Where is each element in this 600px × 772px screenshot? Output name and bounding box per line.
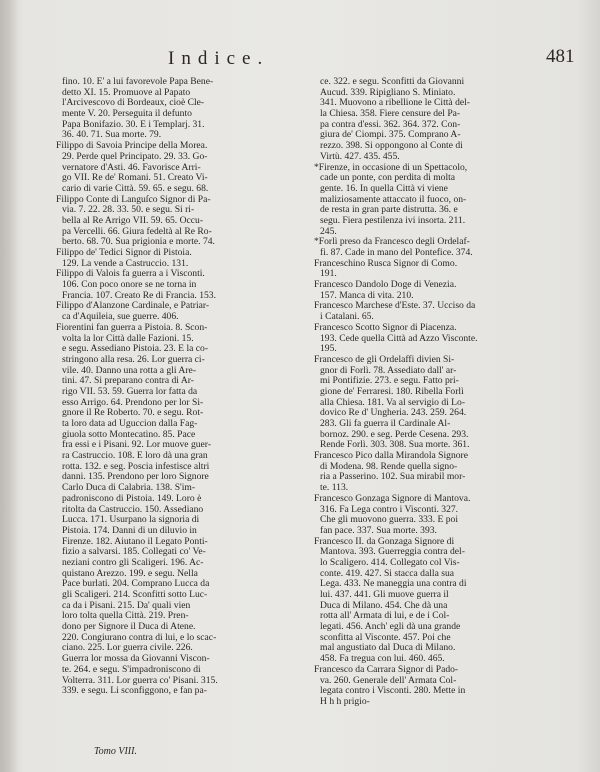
index-entry-line: 106. Con poco onore se ne torna in — [62, 280, 197, 291]
index-entry-line: l'Arcivescovo di Bordeaux, cioè Cle- — [62, 98, 205, 109]
index-entry-line: rotta all' Armata di lui, e de i Col- — [320, 611, 450, 622]
index-entry-line: Volterra. 311. Lor guerra co' Pisani. 315. — [62, 675, 218, 686]
signature-mark: Tomo VIII. — [94, 746, 137, 757]
index-entry-line: Pistoia. 174. Danni di un diluvio in — [62, 525, 197, 536]
index-entry-line: maliziosamente attaccato il fuoco, on- — [320, 194, 467, 205]
index-entry-line: Che gli muovono guerra. 333. E poi — [320, 515, 459, 526]
index-entry-line: Rende Forlì. 303. 308. Sua morte. 361. — [320, 440, 470, 451]
index-entry-line: cario di varie Città. 59. 65. e segu. 68. — [62, 183, 209, 194]
index-entry-line: rigo VII. 53. 59. Guerra lor fatta da — [62, 386, 198, 397]
index-entry-line: volta la lor Città dalle Fazioni. 15. — [62, 333, 194, 344]
index-entry-line: 341. Muovono a ribellione le Città del- — [320, 98, 471, 109]
index-entry-line: te. 264. e segu. S'impadroniscono di — [62, 664, 201, 675]
index-entry-line: 195. — [320, 344, 337, 355]
index-entry-line: 193. Cede quella Città ad Azzo Visconte. — [320, 333, 478, 344]
index-entry-line: 220. Congiurano contra di lui, e lo scac- — [62, 632, 217, 643]
index-entry-line: alla Chiesa. 181. Va al servigio di Lo- — [320, 397, 466, 408]
index-entry-heading-line: Francesco Marchese d'Este. 37. Ucciso da — [314, 301, 476, 312]
index-entry-line: 316. Fa Lega contro i Visconti. 327. — [320, 504, 459, 515]
index-entry-heading-line: Filippo de' Tedici Signor di Pistoia. — [56, 248, 192, 258]
index-entry-line: lo Scaligero. 414. Collegato col Vis- — [320, 557, 460, 568]
index-entry-line: 339. e segu. Li sconfiggono, e fan pa- — [62, 686, 207, 697]
index-entry-line: vile. 40. Danno una rotta a gli Are- — [62, 365, 197, 376]
index-entry-line: ra Castruccio. 108. E loro dà una gran — [62, 451, 208, 462]
index-entry-line: Francia. 107. Creato Re di Francia. 153. — [62, 290, 216, 301]
index-entry-heading-line: Francesco de gli Ordelaffi divien Si- — [314, 354, 455, 365]
index-entry-line: fino. 10. E' a lui favorevole Papa Bene- — [62, 77, 214, 87]
index-entry-heading-line: Francesco Gonzaga Signore di Mantova. — [314, 493, 471, 504]
index-entry-line: neziani contro gli Scaligeri. 196. Ac- — [62, 557, 204, 568]
page-gutter-shadow — [0, 0, 18, 772]
index-entry-heading-line: Francesco II. da Gonzaga Signore di — [314, 536, 455, 547]
index-entry-line: tini. 47. Si preparano contra di Ar- — [62, 376, 194, 387]
index-entry-line: gente. 16. In quella Città vi viene — [320, 183, 448, 194]
index-entry-line: esso Arrigo. 64. Prendono per lor Si- — [62, 397, 204, 408]
index-entry-heading-line: Filippo di Valois fa guerra a i Visconti. — [56, 269, 205, 280]
index-entry-line: danni. 135. Prendono per loro Signore — [62, 472, 209, 483]
index-entry-heading-line: Fiorentini fan guerra a Pistoia. 8. Scon- — [56, 322, 208, 333]
index-entry-line: 129. La vende a Castruccio. 131. — [62, 258, 189, 269]
index-entry-line: fi. 87. Cade in mano del Pontefice. 374. — [320, 248, 473, 258]
index-entry-line: legati. 456. Anch' egli dà una grande — [320, 622, 461, 633]
index-entry-line: Pace burlati. 204. Comprano Lucca da — [62, 579, 210, 590]
index-entry-line: ca d'Aquileia, sue guerre. 406. — [62, 312, 179, 323]
index-entry-line: sconfitta al Visconte. 457. Poi che — [320, 632, 451, 643]
index-entry-line: lui. 437. 441. Gli muove guerra il — [320, 590, 449, 600]
index-entry-heading-line: Franceschino Rusca Signor di Como. — [314, 258, 458, 269]
index-entry-line: giuola sotto Montecatino. 85. Pace — [62, 429, 196, 440]
index-entry-line: ria a Passerino. 102. Sua mirabil mor- — [320, 472, 466, 483]
index-entry-line: de resta in gran parte distrutta. 36. e — [320, 205, 458, 216]
index-entry-line: legata contro i Visconti. 280. Mette in — [320, 686, 466, 697]
index-entry-line: padroniscono di Pistoia. 149. Loro è — [62, 493, 202, 504]
index-entry-line: Guerra lor mossa da Giovanni Viscon- — [62, 654, 210, 665]
index-entry-line: cade un ponte, con perdita di molta — [320, 173, 456, 184]
index-entry-line: va. 260. Generale dell' Armata Col- — [320, 675, 457, 686]
index-entry-heading-line: Francesco Dandolo Doge di Venezia. — [314, 280, 457, 291]
index-entry-line: 283. Gli fa guerra il Cardinale Al- — [320, 419, 451, 429]
index-entry-line: 157. Manca di vita. 210. — [320, 290, 414, 301]
page-title: Indice. — [168, 48, 270, 69]
index-entry-line: dovico Re d' Ungheria. 243. 259. 264. — [320, 408, 467, 419]
index-entry-heading-line: Francesco Scotto Signor di Piacenza. — [314, 322, 457, 333]
index-entry-line: mal angustiato dal Duca di Milano. — [320, 643, 456, 654]
index-entry-line: i Catalani. 65. — [320, 312, 374, 323]
index-entry-line: Firenze. 182. Aiutano il Legato Ponti- — [62, 536, 208, 547]
index-entry-line: Aucud. 339. Ripigliano S. Miniato. — [320, 87, 456, 98]
index-entry-heading-line: Filippo di Savoia Principe della Morea. — [56, 141, 208, 152]
index-entry-line: ritolta da Castruccio. 150. Assediano — [62, 504, 204, 515]
index-entry-line: 36. 40. 71. Sua morte. 79. — [62, 130, 162, 141]
index-column-right — [314, 77, 546, 708]
index-entry-line: ta loro data ad Uguccion dalla Fag- — [62, 419, 198, 429]
index-entry-line: bella al Re Arrigo VII. 59. 65. Occu- — [62, 215, 204, 226]
index-entry-line: stringono alla resa. 26. Lor guerra ci- — [62, 354, 205, 365]
index-entry-line: fan pace. 337. Sua morte. 393. — [320, 525, 437, 536]
index-entry-line: H h h prigio- — [320, 696, 370, 707]
index-entry-line: Lucca. 171. Usurpano la signoria di — [62, 515, 200, 526]
index-entry-line: 245. — [320, 226, 337, 237]
index-entry-line: giura de' Ciompi. 375. Comprano A- — [320, 130, 461, 141]
index-entry-heading-line: Filippo Conte di Languſco Signor di Pa- — [56, 194, 211, 205]
index-entry-heading-line: Francesco Pico dalla Mirandola Signore — [314, 451, 468, 462]
index-entry-line: dono per Signore il Duca di Atene. — [62, 622, 196, 633]
index-entry-line: pa Vercelli. 66. Giura fedeltà al Re Ro- — [62, 226, 212, 237]
index-entry-line: fra essi e i Pisani. 92. Lor muove guer- — [62, 440, 212, 451]
index-entry-line: 29. Perde quel Principato. 29. 33. Go- — [62, 151, 208, 162]
index-entry-line: Virtù. 427. 435. 455. — [320, 151, 400, 162]
index-entry-line: fizio a salvarsi. 185. Collegati co' Ve- — [62, 547, 206, 558]
index-entry-line: rezzo. 398. Si oppongono al Conte di — [320, 141, 463, 152]
index-entry-line: Lega. 433. Ne maneggia una contra di — [320, 579, 467, 590]
index-entry-line: Duca di Milano. 454. Che dà una — [320, 600, 448, 611]
index-entry-line: Mantova. 393. Guerreggia contra del- — [320, 547, 465, 558]
index-entry-line: e segu. Assediano Pistoia. 23. E la co- — [62, 344, 209, 355]
index-entry-line: segu. Fiera pestilenza ivi insorta. 211. — [320, 215, 466, 226]
index-entry-line: go VII. Re de' Romani. 51. Creato Vi- — [62, 173, 208, 184]
index-entry-line: rotta. 132. e seg. Poscia infestisce altri — [62, 461, 210, 472]
index-entry-line: ca da i Pisani. 215. Da' quali vien — [62, 600, 191, 611]
page-header — [0, 46, 600, 74]
index-entry-line: quistano Arezzo. 199. e segu. Nella — [62, 568, 198, 579]
index-entry-line: mi Pontifizie. 273. e segu. Fatto pri- — [320, 376, 459, 387]
page-number: 481 — [546, 46, 575, 67]
index-entry-line: ciano. 225. Lor guerra civile. 226. — [62, 643, 193, 654]
index-entry-line: ce. 322. e segu. Sconfitti da Giovanni — [320, 77, 465, 87]
index-entry-line: gnor di Forlì. 78. Assediato dall' ar- — [320, 365, 457, 376]
index-entry-line: mente V. 20. Perseguita il defunto — [62, 109, 192, 120]
index-entry-line: conte. 419. 427. Si stacca dalla sua — [320, 568, 455, 579]
index-column-left — [56, 77, 288, 697]
index-entry-line: vernatore d'Asti. 46. Favorisce Arri- — [62, 162, 201, 173]
index-entry-heading-line: *Firenze, in occasione di un Spettacolo, — [314, 162, 468, 173]
index-entry-line: 458. Fa tregua con lui. 460. 465. — [320, 654, 445, 665]
index-entry-line: la Chiesa. 358. Fiere censure del Pa- — [320, 109, 461, 120]
index-entry-line: Carlo Duca di Calabria. 138. S'im- — [62, 483, 196, 494]
index-entry-heading-line: Francesco da Carrara Signor di Pado- — [314, 664, 459, 675]
index-entry-line: Papa Bonifazio. 30. E i Templarj. 31. — [62, 119, 205, 130]
index-entry-line: pa contra d'essi. 362. 364. 372. Con- — [320, 119, 461, 130]
index-entry-line: via. 7. 22. 28. 33. 50. e segu. Si ri- — [62, 205, 195, 216]
index-entry-line: bornoz. 290. e seg. Perde Cesena. 293. — [320, 429, 469, 440]
index-entry-line: te. 113. — [320, 483, 349, 494]
index-entry-line: gione de' Ferraresi. 180. Ribella Forlì — [320, 386, 464, 397]
index-entry-line: 191. — [320, 269, 337, 280]
index-entry-line: detto XI. 15. Promuove al Papato — [62, 87, 191, 98]
index-entry-line: gnore il Re Roberto. 70. e segu. Rot- — [62, 408, 204, 419]
index-entry-line: di Modena. 98. Rende quella signo- — [320, 461, 458, 472]
index-entry-heading-line: Filippo d'Alanzone Cardinale, e Patriar- — [56, 301, 210, 312]
index-entry-line: berto. 68. 70. Sua prigionia e morte. 74. — [62, 237, 215, 248]
index-entry-line: gli Scaligeri. 214. Sconfitti sotto Luc- — [62, 590, 208, 600]
index-entry-heading-line: *Forlì preso da Francesco degli Ordelaf- — [314, 237, 470, 248]
index-entry-line: loro tolta quella Città. 219. Pren- — [62, 611, 189, 622]
